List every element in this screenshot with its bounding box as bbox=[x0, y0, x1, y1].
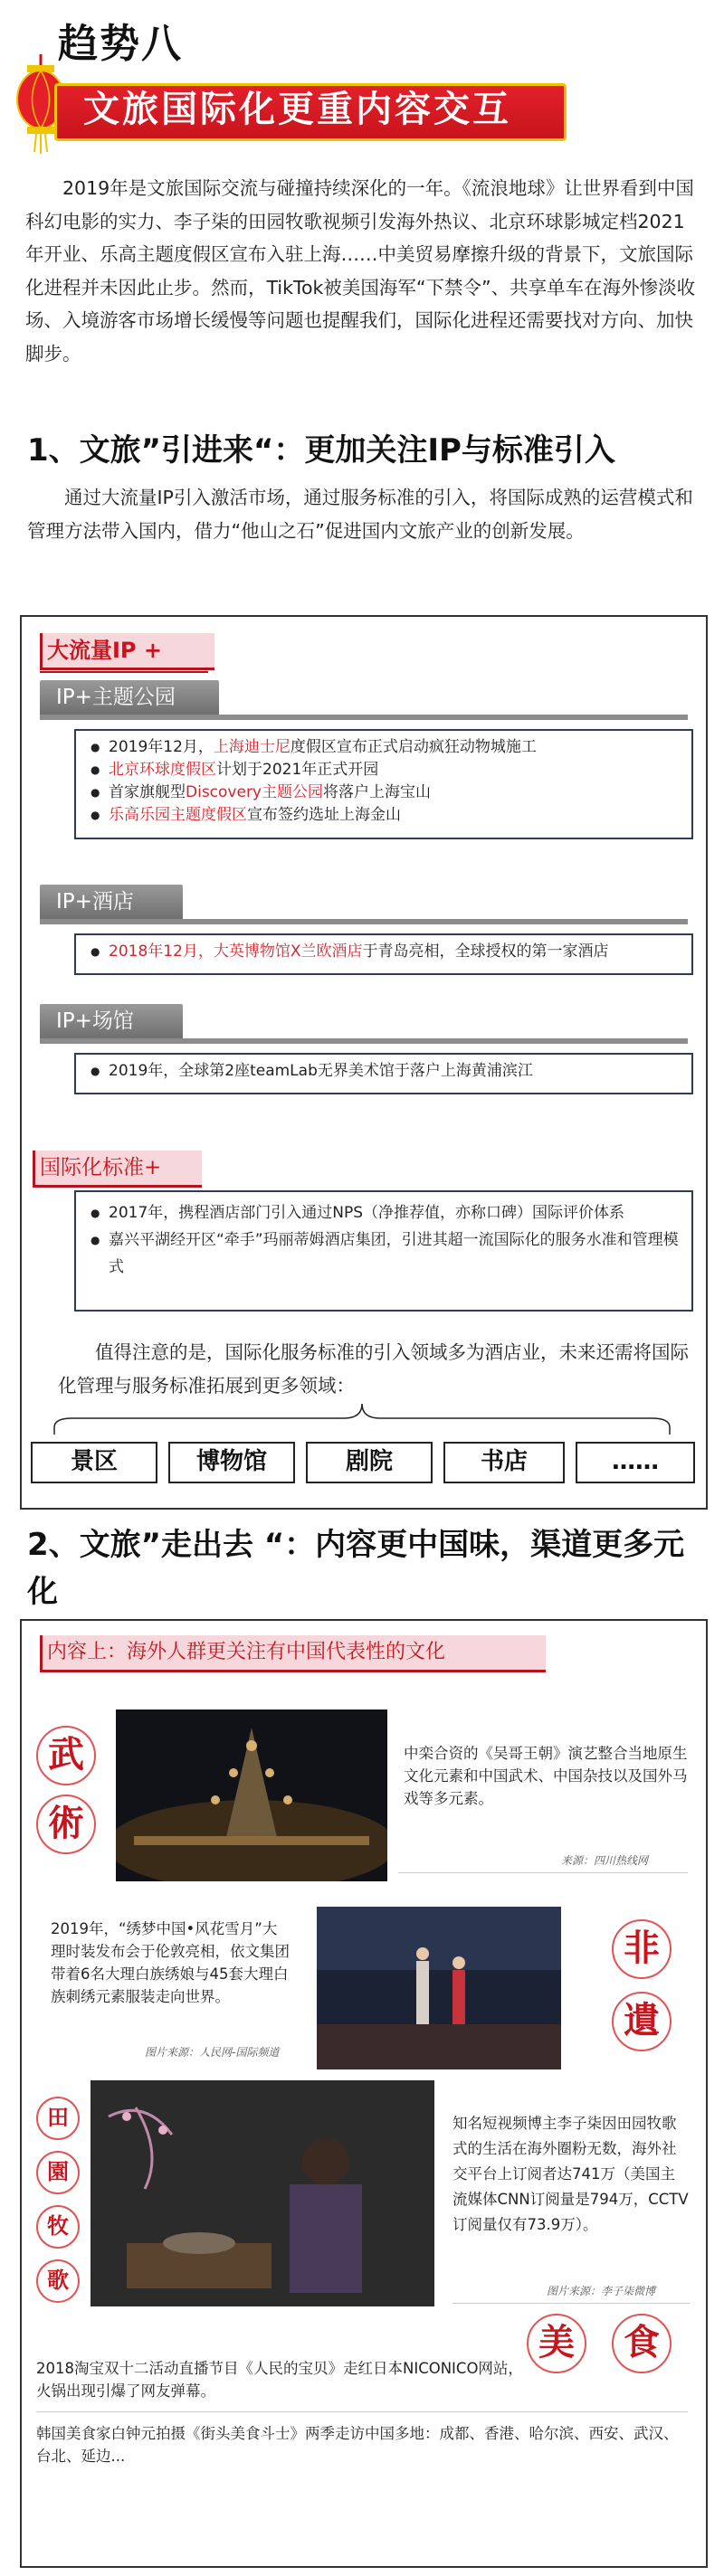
field-more: …… bbox=[576, 1442, 695, 1483]
venue-list bbox=[90, 1060, 679, 1083]
feiyi-text: 2019年，“绣梦中国•风花雪月”大理时装发布会于伦敦亮相，依文集团带着6名大理白族绣娘与45套大理白族刺绣元素服装走向世界。 bbox=[51, 1920, 290, 2005]
group-tab-theme-park: IP+主题公园 bbox=[40, 680, 219, 715]
list-item: ● 北京环球度假区计划于2021年正式开园 bbox=[90, 759, 679, 781]
list-item: ● 2017年，携程酒店部门引入通过NPS（净推荐值，亦称口碑）国际评价体系 bbox=[90, 1199, 679, 1226]
field-theater: 剧院 bbox=[306, 1442, 433, 1483]
trend-title: 趋势八 bbox=[58, 21, 183, 67]
group-strip bbox=[40, 1038, 688, 1044]
hotel-list bbox=[90, 941, 679, 963]
brace-connector bbox=[36, 1400, 688, 1436]
yuan-badge: 園 bbox=[36, 2151, 80, 2194]
standards-list bbox=[90, 1199, 679, 1281]
content-tag-label: 内容上：海外人群更关注有中国代表性的文化 bbox=[47, 1641, 446, 1663]
shi-badge: 食 bbox=[612, 2314, 672, 2373]
tianyuan-source: 图片来源：李子柒微博 bbox=[547, 2285, 656, 2297]
standards-note: 值得注意的是，国际化服务标准的引入领域多为酒店业，未来还需将国际化管理与服务标准拓展到更多领域： bbox=[58, 1341, 689, 1397]
list-item: ● 乐高乐园主题度假区宣布签约选址上海金山 bbox=[90, 804, 679, 827]
divider bbox=[36, 2411, 688, 2412]
food-text-2: 韩国美食家白钟元拍摄《街头美食斗士》两季走访中国多地：成都、香港、哈尔滨、西安、武汉、台北、延边... bbox=[36, 2425, 679, 2465]
list-item: ● 2019年，全球第2座teamLab无界美术馆于落户上海黄浦滨江 bbox=[90, 1060, 679, 1083]
intro-paragraph: 2019年是文旅国际交流与碰撞持续深化的一年。《流浪地球》让世界看到中国科幻电影的实力、李子柒的田园牧歌视频引发海外热议、北京环球影城定档2021年开业、乐高主题度假区宣布入驻上海……中美贸易摩擦升级的背景下，文旅国际化进程并未因此止步。然而，TikTok被美国海军“下禁令”、共享单车在海外惨淡收场、入境游客市场增长缓慢等问题也提醒我们，国际化进程还需要找对方向、加快脚步。 bbox=[25, 177, 696, 365]
field-bookstore: 书店 bbox=[443, 1442, 565, 1483]
banner-title: 文旅国际化更重内容交互 bbox=[83, 89, 511, 130]
feiyi-source: 图片来源：人民网-国际频道 bbox=[145, 2046, 280, 2059]
list-item: ● 嘉兴平湖经开区“牵手”玛丽蒂姆酒店集团，引进其超一流国际化的服务水准和管理模式 bbox=[90, 1226, 679, 1281]
group-strip bbox=[40, 919, 688, 924]
ge-badge: 歌 bbox=[36, 2259, 80, 2303]
wushu-text: 中栾合资的《吴哥王朝》演艺整合当地原生文化元素和中国武术、中国杂技以及国外马戏等多元素。 bbox=[404, 1745, 688, 1807]
food-text-1: 2018淘宝双十二活动直播节目《人民的宝贝》走红日本NICONICO网站，火锅出现引爆了网友弹幕。 bbox=[36, 2360, 523, 2400]
group-tab-venue: IP+场馆 bbox=[40, 1004, 183, 1038]
field-museum: 博物馆 bbox=[168, 1442, 295, 1483]
list-item: ● 2018年12月，大英博物馆X兰欧酒店于青岛亮相，全球授权的第一家酒店 bbox=[90, 941, 679, 963]
wushu-photo bbox=[116, 1709, 387, 1881]
section1-body: 通过大流量IP引入激活市场，通过服务标准的引入，将国际成熟的运营模式和管理方法带入国内，借力“他山之石”促进国内文旅产业的创新发展。 bbox=[27, 487, 693, 542]
mei-badge: 美 bbox=[527, 2314, 586, 2373]
wu-badge: 武 bbox=[36, 1726, 96, 1785]
theme-park-list bbox=[90, 736, 679, 827]
standards-label: 国际化标准+ bbox=[40, 1156, 162, 1179]
wushu-source: 来源：四川热线网 bbox=[561, 1854, 649, 1867]
big-ip-label: 大流量IP + bbox=[47, 638, 162, 663]
list-item: ● 2019年12月，上海迪士尼度假区宣布正式启动疯狂动物城施工 bbox=[90, 736, 679, 759]
tag-underline bbox=[40, 671, 208, 673]
divider bbox=[398, 1872, 688, 1873]
tianyuan-text: 知名短视频博主李子柒因田园牧歌式的生活在海外圈粉无数，海外社交平台上订阅者达741万（美国主流媒体CNN订阅量是794万，CCTV订阅量仅有73.9万）。 bbox=[452, 2115, 689, 2233]
section2-title: 2、文旅”走出去 “：内容更中国味，渠道更多元化 bbox=[27, 1527, 685, 1610]
section1-title: 1、文旅”引进来“：更加关注IP与标准引入 bbox=[27, 432, 615, 469]
liziqi-photo bbox=[90, 2080, 434, 2306]
mu-badge: 牧 bbox=[36, 2205, 80, 2249]
list-item: ● 首家旗舰型Discovery主题公园将落户上海宝山 bbox=[90, 781, 679, 804]
yi-badge: 遺 bbox=[612, 1992, 672, 2051]
field-scenic: 景区 bbox=[31, 1442, 157, 1483]
group-strip bbox=[40, 715, 688, 720]
fei-badge: 非 bbox=[612, 1919, 672, 1979]
divider bbox=[452, 2303, 690, 2304]
group-tab-hotel: IP+酒店 bbox=[40, 885, 183, 919]
fashion-show-photo bbox=[317, 1907, 561, 2069]
shu-badge: 術 bbox=[36, 1795, 96, 1854]
tian-badge: 田 bbox=[36, 2097, 80, 2140]
